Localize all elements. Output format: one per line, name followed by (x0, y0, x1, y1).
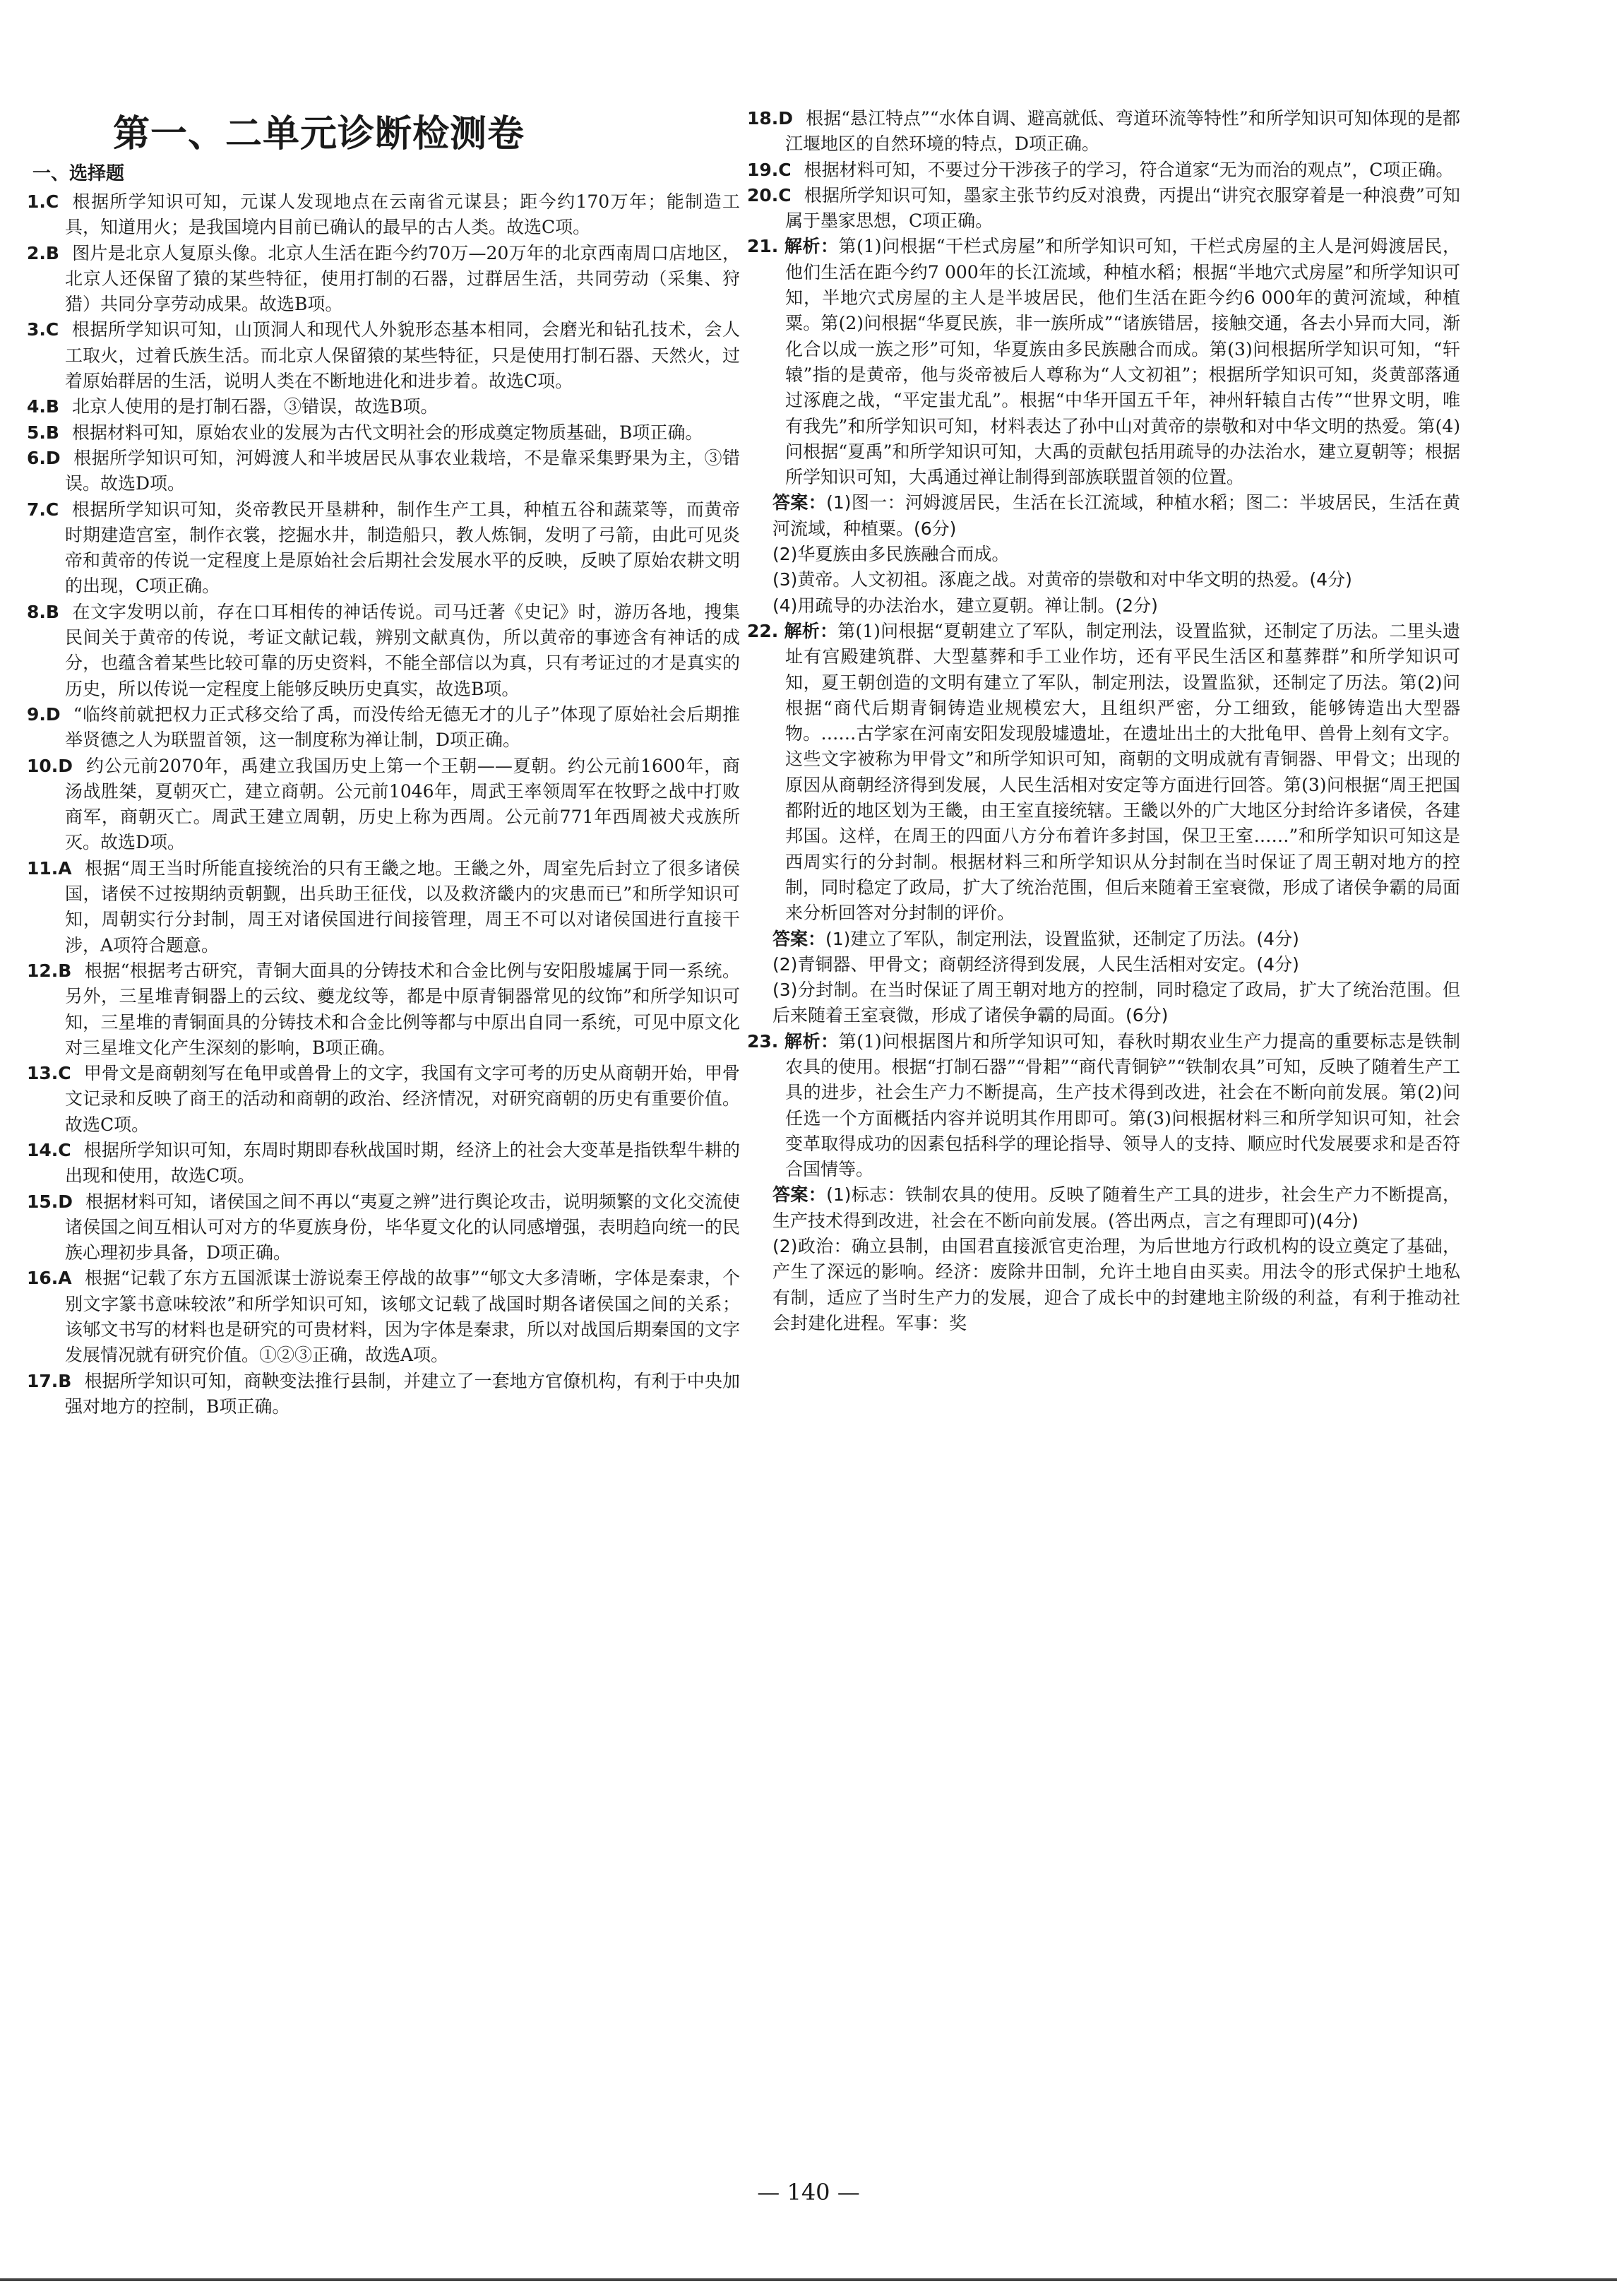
answer-line: (3)黄帝。人文初祖。涿鹿之战。对黄帝的崇敬和对中华文明的热爱。(4分) (772, 569, 1352, 590)
answer-line: (2)青铜器、甲骨文；商朝经济得到发展，人民生活相对安定。(4分) (772, 953, 1299, 975)
explanation-text: 根据材料可知，不要过分干涉孩子的学习，符合道家“无为而治的观点”，C项正确。 (804, 159, 1454, 180)
answer-label: 答案： (772, 492, 827, 513)
section-heading: 一、选择题 (32, 163, 125, 184)
question-number: 2. (27, 242, 46, 263)
question-number: 9. (27, 703, 46, 725)
answer-letter: D (45, 703, 61, 725)
question-22 (747, 619, 1460, 927)
question-number: 19. (747, 159, 779, 180)
answer-letter: A (58, 857, 72, 879)
question-number: 10. (27, 755, 59, 776)
answer-letter: D (58, 1191, 73, 1212)
question-number: 7. (27, 499, 46, 520)
answer-label: 答案： (772, 1184, 827, 1206)
answer-item (27, 394, 740, 420)
answer-letter: C (45, 319, 59, 340)
answer-letter: C (58, 1063, 71, 1084)
explanation-text: 在文字发明以前，存在口耳相传的神话传说。司马迁著《史记》时，游历各地，搜集民间关于黄帝的传说，考证文献记载，辨别文献真伪，所以黄帝的事迹含有神话的成分，也蕴含着某些比较可靠的历史资料，不能全部信以为真，只有考证过的才是真实的历史，所以传说一定程度上能够反映历史真实，故选B项。 (65, 601, 740, 699)
answer-line: (2)华夏族由多民族融合而成。 (772, 544, 1010, 565)
answer-item (27, 317, 740, 394)
answer-line: (1)标志：铁制农具的使用。反映了随着生产工具的进步，社会生产力不断提高，生产技术得到改进，社会在不断向前发展。(答出两点，言之有理即可)(4分) (772, 1184, 1460, 1231)
question-number: 17. (27, 1370, 59, 1391)
explanation-text: 根据所学知识可知，炎帝教民开垦耕种，制作生产工具，种植五谷和蔬菜等，而黄帝时期建造宫室，制作衣裳，挖掘水井，制造船只，教人炼铜，发明了弓箭，由此可见炎帝和黄帝的传说一定程度上是原始社会后期社会发展水平的反映，反映了原始农耕文明的出现，C项正确。 (65, 499, 740, 597)
analysis-text: 第(1)问根据“夏朝建立了军队，制定刑法，设置监狱，还制定了历法。二里头遗址有宫殿建筑群、大型墓葬和手工业作坊，还有平民生活区和墓葬群”和所学知识可知，夏王朝创造的文明有建立了军队，制定刑法，设置监狱，还制定了历法。第(2)问根据“商代后期青铜铸造业规模宏大，且组织严密，分工细致，能够铸造出大型器物。……古学家在河南安阳发现殷墟遗址，在遗址出土的大批龟甲、兽骨上刻有文字。这些文字被称为甲骨文”和所学知识可知，商朝的文明成就有青铜器、甲骨文；出现的原因从商朝经济得到发展，人民生活相对安定等方面进行回答。第(3)问根据“周王把国都附近的地区划为王畿，由王室直接统辖。王畿以外的广大地区分封给许多诸侯，各建邦国。这样，在周王的四面八方分布着许多封国，保卫王室……”和所学知识可知这是西周实行的分封制。根据材料三和所学知识从分封制在当时保证了周王朝对地方的控制，同时稳定了政局，扩大了统治范围，但后来随着王室衰微，形成了诸侯争霸的局面来分析回答对分封制的评价。 (785, 620, 1460, 924)
answer-letter: B (45, 422, 59, 443)
answer-item (27, 958, 740, 1061)
answer-item (27, 446, 740, 497)
explanation-text: 根据所学知识可知，墨家主张节约反对浪费，丙提出“讲究衣服穿着是一种浪费”可知属于墨家思想，C项正确。 (785, 184, 1460, 232)
answer-item (27, 420, 740, 446)
answer-letter: D (778, 108, 794, 129)
question-number: 6. (27, 447, 46, 468)
answer-block-21 (747, 490, 1460, 618)
answer-line: (4)用疏导的办法治水，建立夏朝。禅让制。(2分) (772, 595, 1158, 616)
answer-letter: B (45, 242, 59, 263)
explanation-text: 北京人使用的是打制石器，③错误，故选B项。 (71, 396, 438, 417)
question-23 (747, 1029, 1460, 1183)
answer-letter: B (45, 601, 59, 622)
answer-item (27, 754, 740, 856)
explanation-text: 根据“悬江特点”“水体自调、避高就低、弯道环流等特性”和所学知识可知体现的是都江堰地区的自然环境的特点，D项正确。 (785, 108, 1460, 155)
analysis-label: 解析： (784, 1030, 839, 1052)
question-number: 21. (747, 236, 779, 257)
question-number: 15. (27, 1191, 59, 1212)
answer-line: (1)图一：河姆渡居民，生活在长江流域，种植水稻；图二：半坡居民，生活在黄河流域，种植粟。(6分) (772, 492, 1460, 539)
answer-item (27, 600, 740, 702)
answer-letter: C (58, 1139, 71, 1160)
explanation-text: 根据所学知识可知，元谋人发现地点在云南省元谋县；距今约170万年；能制造工具，知道用火；是我国境内目前已确认的最早的古人类。故选C项。 (65, 191, 740, 238)
answer-letter: D (45, 447, 61, 468)
question-number: 14. (27, 1139, 59, 1160)
answer-item (27, 497, 740, 600)
analysis-text: 第(1)问根据图片和所学知识可知，春秋时期农业生产力提高的重要标志是铁制农具的使用。根据“打制石器”“骨耜”“商代青铜铲”“铁制农具”可知，反映了随着生产工具的进步，社会生产力不断提高，生产技术得到改进，社会在不断向前发展。第(2)问任选一个方面概括内容并说明其作用即可。第(3)问根据材料三和所学知识可知，社会变革取得成功的因素包括科学的理论指导、领导人的支持、顺应时代发展要求和是否符合国情等。 (785, 1030, 1460, 1180)
question-number: 12. (27, 960, 59, 981)
analysis-label: 解析： (784, 236, 839, 257)
explanation-text: 根据“周王当时所能直接统治的只有王畿之地。王畿之外，周室先后封立了很多诸侯国，诸侯不过按期纳贡朝觐，出兵助王征伐，以及救济畿内的灾患而已”和所学知识可知，周朝实行分封制，周王对诸侯国进行间接管理，周王不可以对诸侯国进行直接干涉，A项符合题意。 (65, 857, 740, 956)
explanation-text: 根据所学知识可知，河姆渡人和半坡居民从事农业栽培，不是靠采集野果为主，③错误。故选D项。 (65, 447, 740, 494)
answer-item (27, 1266, 740, 1368)
answer-block-22 (747, 927, 1460, 1029)
question-number: 1. (27, 191, 46, 212)
answer-line: (1)建立了军队，制定刑法，设置监狱，还制定了历法。(4分) (825, 928, 1299, 949)
answer-letter: A (58, 1268, 72, 1289)
answer-letter: C (778, 159, 792, 180)
answer-letter: C (45, 499, 59, 520)
explanation-text: 根据材料可知，原始农业的发展为古代文明社会的形成奠定物质基础，B项正确。 (71, 422, 703, 443)
answer-block-23 (747, 1182, 1460, 1336)
answer-label: 答案： (772, 928, 826, 949)
question-number: 16. (27, 1268, 59, 1289)
answer-item (27, 856, 740, 958)
answer-item (747, 157, 1460, 183)
explanation-text: 图片是北京人复原头像。北京人生活在距今约70万—20万年的北京西南周口店地区，北京人还保留了猿的某些特征，使用打制的石器，过群居生活，共同劳动（采集、狩猎）共同分享劳动成果。故选B项。 (65, 242, 740, 315)
question-number: 23. (747, 1030, 779, 1052)
explanation-text: 根据材料可知，诸侯国之间不再以“夷夏之辨”进行舆论攻击，说明频繁的文化交流使诸侯国之间互相认可对方的华夏族身份，毕华夏文化的认同感增强，表明趋向统一的民族心理初步具备，D项正确。 (65, 1191, 740, 1263)
left-answer-list (27, 189, 740, 1420)
question-number: 8. (27, 601, 46, 622)
question-number: 3. (27, 319, 46, 340)
analysis-text: 第(1)问根据“干栏式房屋”和所学知识可知，干栏式房屋的主人是河姆渡居民，他们生活在距今约7 000年的长江流域，种植水稻；根据“半地穴式房屋”和所学知识可知，半地穴式房屋的主人是半坡居民，他们生活在距今约6 000年的黄河流域，种植粟。第(2)问根据“华夏民族，非一族所成”“诸族错居，接触交通，各去小异而大同，渐化合以成一族之形”可知，华夏族由多民族融合而成。第(3)问根据所学知识可知，“轩辕”指的是黄帝，他与炎帝被后人尊称为“人文初祖”；根据所学知识可知，炎黄部落通过涿鹿之战，“平定蚩尤乱”。根据“中华开国五千年，神州轩辕自古传”“世界文明，唯有我先”和所学知识可知，材料表达了孙中山对黄帝的崇敬和对中华文明的热爱。第(4)问根据“夏禹”和所学知识可知，大禹的贡献包括用疏导的办法治水，建立夏朝等；根据所学知识可知，大禹通过禅让制得到部族联盟首领的位置。 (785, 236, 1460, 488)
bottom-rule (0, 2278, 1617, 2281)
answer-letter: C (45, 191, 59, 212)
explanation-text: 甲骨文是商朝刻写在龟甲或兽骨上的文字，我国有文字可考的历史从商朝开始，甲骨文记录和反映了商王的活动和商朝的政治、经济情况，对研究商朝的历史有重要价值。故选C项。 (65, 1063, 740, 1135)
question-number: 18. (747, 108, 779, 129)
question-number: 4. (27, 396, 46, 417)
question-number: 22. (747, 620, 779, 641)
answer-item (27, 1061, 740, 1138)
answer-item (27, 1189, 740, 1266)
answer-letter: B (58, 1370, 72, 1391)
question-number: 11. (27, 857, 59, 879)
explanation-text: 根据所学知识可知，东周时期即春秋战国时期，经济上的社会大变革是指铁犁牛耕的出现和使用，故选C项。 (65, 1139, 740, 1186)
answer-item (747, 183, 1460, 234)
explanation-text: 根据“根据考古研究，青铜大面具的分铸技术和合金比例与安阳殷墟属于同一系统。另外，三星堆青铜器上的云纹、夔龙纹等，都是中原青铜器常见的纹饰”和所学知识可知，三星堆的青铜面具的分铸技术和合金比例等都与中原出自同一系统，可见中原文化对三星堆文化产生深刻的影响，B项正确。 (65, 960, 740, 1058)
explanation-text: 根据所学知识可知，山顶洞人和现代人外貌形态基本相同，会磨光和钻孔技术，会人工取火，过着氏族生活。而北京人保留猿的某些特征，只是使用打制石器、天然火，过着原始群居的生活，说明人类在不断地进化和进步着。故选C项。 (65, 319, 740, 392)
answer-item (27, 189, 740, 241)
analysis-label: 解析： (784, 620, 838, 641)
answer-letter: B (58, 960, 72, 981)
question-number: 20. (747, 184, 779, 206)
answer-letter: D (58, 755, 73, 776)
answer-line: (2)政治：确立县制，由国君直接派官吏治理，为后世地方行政机构的设立奠定了基础，产生了深远的影响。经济：废除井田制，允许土地自由买卖。用法令的形式保护土地私有制，适应了当时生产力的发展，迎合了成长中的封建地主阶级的利益，有利于推动社会封建化进程。军事：奖 (772, 1236, 1460, 1333)
page-title: 第一、二单元诊断检测卷 (113, 113, 525, 155)
answer-item (27, 702, 740, 754)
question-21 (747, 234, 1460, 490)
answer-letter: C (778, 184, 792, 206)
answer-item (747, 106, 1460, 157)
explanation-text: “临终前就把权力正式移交给了禹，而没传给无德无才的儿子”体现了原始社会后期推举贤德之人为联盟首领，这一制度称为禅让制，D项正确。 (65, 703, 740, 751)
page-number: — 140 — (757, 2179, 860, 2206)
question-number: 13. (27, 1063, 59, 1084)
answer-letter: B (45, 396, 59, 417)
right-column (747, 106, 1460, 1336)
answer-item (27, 241, 740, 318)
left-column (27, 161, 740, 1420)
explanation-text: 根据所学知识可知，商鞅变法推行县制，并建立了一套地方官僚机构，有利于中央加强对地方的控制，B项正确。 (65, 1370, 740, 1417)
explanation-text: 根据“记载了东方五国派谋士游说秦王停战的故事”“郇文大多清晰，字体是秦隶，个别文字篆书意味较浓”和所学知识可知，该郇文记载了战国时期各诸侯国之间的关系；该郇文书写的材料也是研究的可贵材料，因为字体是秦隶，所以对战国后期秦国的文字发展情况就有研究价值。①②③正确，故选A项。 (65, 1268, 740, 1366)
explanation-text: 约公元前2070年，禹建立我国历史上第一个王朝——夏朝。约公元前1600年，商汤战胜桀，夏朝灭亡，建立商朝。公元前1046年，周武王率领周军在牧野之战中打败商军，商朝灭亡。周武王建立周朝，历史上称为西周。公元前771年西周被犬戎族所灭。故选D项。 (65, 755, 740, 853)
question-number: 5. (27, 422, 46, 443)
right-answer-list (747, 106, 1460, 234)
answer-item (27, 1138, 740, 1189)
answer-line: (3)分封制。在当时保证了周王朝对地方的控制，同时稳定了政局，扩大了统治范围。但后来随着王室衰微，形成了诸侯争霸的局面。(6分) (772, 980, 1460, 1026)
answer-item (27, 1369, 740, 1420)
